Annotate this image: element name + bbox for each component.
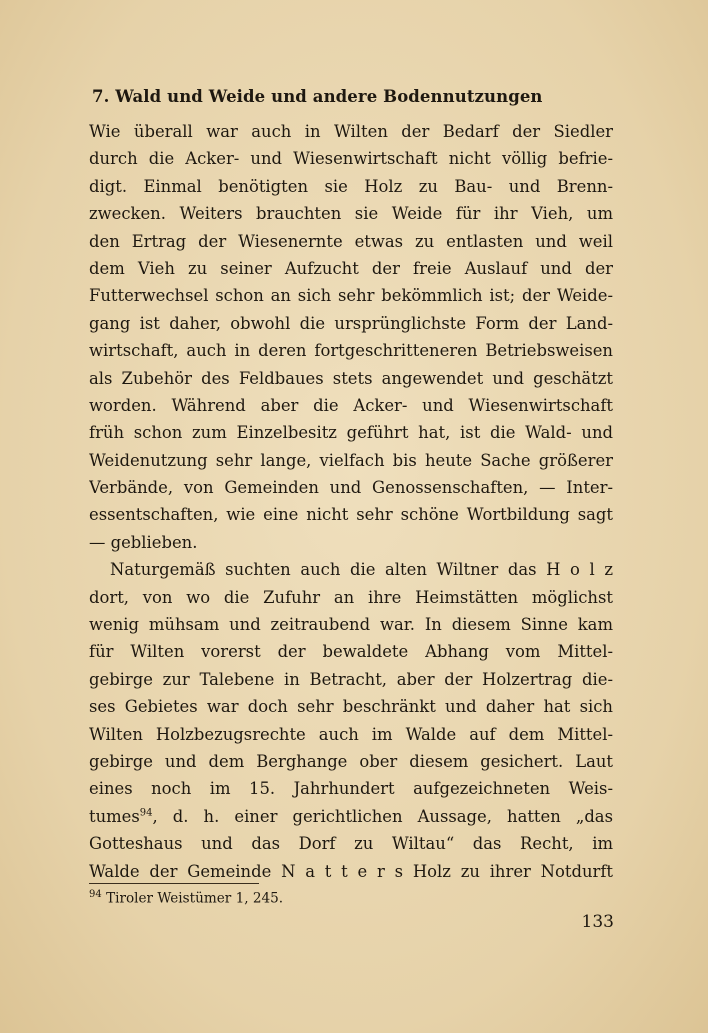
text-line: gebirge zur Talebene in Betracht, aber der Holzertrag die- <box>89 669 613 689</box>
text-line: — geblieben. <box>89 532 198 552</box>
text-line: den Ertrag der Wiesenernte etwas zu entlasten und weil <box>89 231 613 251</box>
text-line: zwecken. Weiters brauchten sie Weide für ihr Vieh, um <box>89 204 613 224</box>
footnote-number: 94 <box>89 889 102 900</box>
text-line: essentschaften, wie eine nicht sehr schöne Wortbildung sagt <box>89 505 613 525</box>
text-line: Verbände, von Gemeinden und Genossenschaften, — Inter- <box>89 478 613 498</box>
footnote-divider <box>89 883 259 884</box>
text-fragment: tumes <box>89 806 140 826</box>
text-line: worden. Während aber die Acker- und Wiesenwirtschaft <box>89 395 613 415</box>
text-line: für Wilten vorerst der bewaldete Abhang vom Mittel- <box>89 642 613 662</box>
footnote-marker: 94 <box>139 807 153 819</box>
text-line: wirtschaft, auch in deren fortgeschritteneren Betriebsweisen <box>89 341 613 361</box>
text-line: Gotteshaus und das Dorf zu Wiltau“ das Recht, im <box>89 834 613 854</box>
text-line-with-footnote-ref <box>89 803 613 830</box>
text-line: gang ist daher, obwohl die ursprünglichste Form der Land- <box>89 313 613 333</box>
text-fragment: , d. h. einer gerichtlichen Aussage, hatten „das <box>152 806 613 826</box>
text-line: Futterwechsel schon an sich sehr bekömmlich ist; der Weide- <box>89 286 613 306</box>
text-line: eines noch im 15. Jahrhundert aufgezeichneten Weis- <box>89 779 613 799</box>
text-line: früh schon zum Einzelbesitz geführt hat, ist die Wald- und <box>89 423 613 443</box>
text-line: ses Gebietes war doch sehr beschränkt und daher hat sich <box>89 697 613 717</box>
footnote <box>89 889 609 907</box>
text-line: Weidenutzung sehr lange, vielfach bis heute Sache größerer <box>89 450 613 470</box>
text-line: Naturgemäß suchten auch die alten Wiltner das H o l z <box>110 560 613 580</box>
page-number: 133 <box>581 912 614 932</box>
text-line: gebirge und dem Berghange ober diesem gesichert. Laut <box>89 751 613 771</box>
text-line: digt. Einmal benötigten sie Holz zu Bau- und Brenn- <box>89 176 613 196</box>
body-text <box>89 118 613 885</box>
text-line: dem Vieh zu seiner Aufzucht der freie Auslauf und der <box>89 258 613 278</box>
text-line: als Zubehör des Feldbaues stets angewendet und geschätzt <box>89 368 613 388</box>
text-line: Wilten Holzbezugsrechte auch im Walde auf dem Mittel- <box>89 724 613 744</box>
text-line: durch die Acker- und Wiesenwirtschaft nicht völlig befrie- <box>89 149 613 169</box>
text-line: dort, von wo die Zufuhr an ihre Heimstätten möglichst <box>89 587 613 607</box>
text-line: Walde der Gemeinde N a t t e r s Holz zu ihrer Notdurft <box>89 861 613 881</box>
text-line: wenig mühsam und zeitraubend war. In diesem Sinne kam <box>89 615 613 635</box>
footnote-text: Tiroler Weistümer 1, 245. <box>106 890 284 907</box>
section-heading: 7. Wald und Weide und andere Bodennutzungen <box>92 87 543 106</box>
text-line: Wie überall war auch in Wilten der Bedarf der Siedler <box>89 122 613 141</box>
